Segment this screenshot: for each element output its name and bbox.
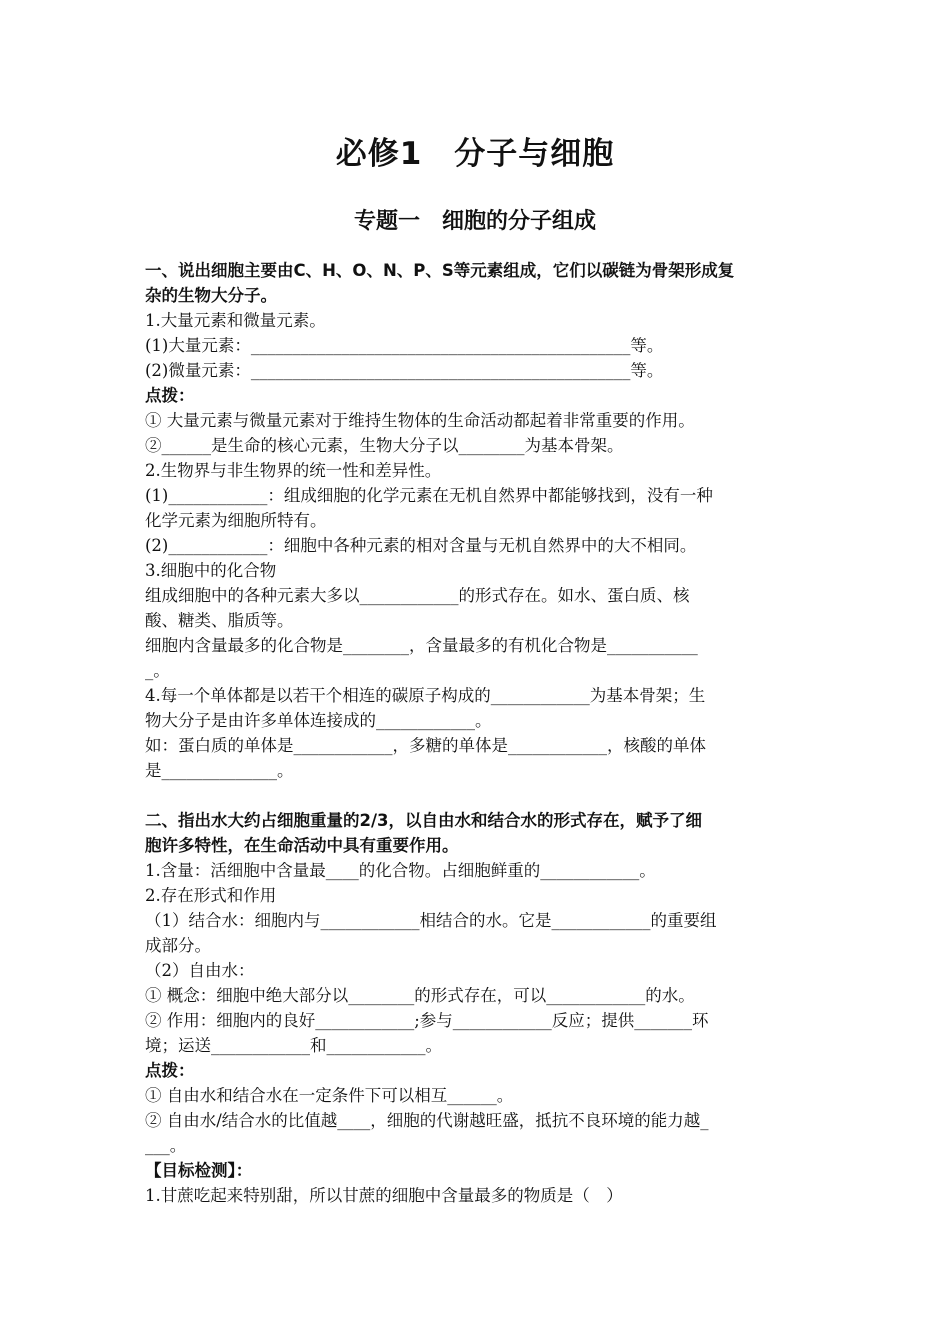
text-line: （1）结合水：细胞内与____________相结合的水。它是____________的重要组 [145, 911, 717, 930]
text-line: 细胞内含量最多的化合物是________，含量最多的有机化合物是___________ [145, 636, 698, 655]
text-line: 物大分子是由许多单体连接成的____________。 [145, 711, 492, 730]
text-line: ① 概念：细胞中绝大部分以________的形式存在，可以____________的水。 [145, 986, 695, 1005]
text-line: (2)____________：细胞中各种元素的相对含量与无机自然界中的大不相同。 [145, 536, 697, 555]
text-line: (2)微量元素：______________________________________________等。 [145, 361, 664, 380]
text-line: 境；运送____________和____________。 [145, 1036, 442, 1055]
text-line: ① 自由水和结合水在一定条件下可以相互______。 [145, 1086, 514, 1105]
text-line: 如：蛋白质的单体是____________，多糖的单体是____________，核酸的单体 [145, 736, 706, 755]
text-line: ① 大量元素与微量元素对于维持生物体的生命活动都起着非常重要的作用。 [145, 411, 695, 430]
text-line: ② 作用：细胞内的良好____________;参与____________反应；提供_______环 [145, 1011, 709, 1030]
page-subtitle: 专题一 细胞的分子组成 [353, 209, 596, 234]
text-line: 成部分。 [145, 936, 211, 955]
page-title: 必修1 分子与细胞 [335, 136, 615, 172]
text-line: 是______________。 [145, 761, 294, 780]
text-line: ② 自由水/结合水的比值越____，细胞的代谢越旺盛，抵抗不良环境的能力越_ [145, 1111, 709, 1130]
text-line: 杂的生物大分子。 [145, 286, 277, 305]
blank-line [145, 783, 810, 808]
text-line: 1.大量元素和微量元素。 [145, 311, 326, 330]
text-line: 2.生物界与非生物界的统一性和差异性。 [145, 461, 442, 480]
text-line: 3.细胞中的化合物 [145, 561, 277, 580]
text-line: （2）自由水： [145, 961, 255, 980]
text-line: 点拨： [145, 386, 195, 405]
document-body [145, 258, 810, 1208]
text-line: (1)大量元素：______________________________________________等。 [145, 336, 664, 355]
text-line: ②______是生命的核心元素，生物大分子以________为基本骨架。 [145, 436, 624, 455]
text-line: 组成细胞中的各种元素大多以____________的形式存在。如水、蛋白质、核 [145, 586, 690, 605]
text-line: 胞许多特性，在生命活动中具有重要作用。 [145, 836, 459, 855]
text-line: 酸、糖类、脂质等。 [145, 611, 294, 630]
text-line: 4.每一个单体都是以若干个相连的碳原子构成的____________为基本骨架；生 [145, 686, 706, 705]
text-line: 化学元素为细胞所特有。 [145, 511, 327, 530]
text-line: _。 [145, 661, 170, 680]
text-line: 1.含量：活细胞中含量最____的化合物。占细胞鲜重的____________。 [145, 861, 656, 880]
text-line: 点拨： [145, 1061, 195, 1080]
text-line: ___。 [145, 1136, 187, 1155]
text-line: 1.甘蔗吃起来特别甜，所以甘蔗的细胞中含量最多的物质是（ ） [145, 1186, 623, 1205]
text-line: 2.存在形式和作用 [145, 886, 277, 905]
text-line: 一、说出细胞主要由C、H、O、N、P、S等元素组成，它们以碳链为骨架形成复 [145, 261, 735, 280]
text-line: 【目标检测】： [145, 1161, 253, 1180]
text-line: 二、指出水大约占细胞重量的2/3，以自由水和结合水的形式存在，赋予了细 [145, 811, 702, 830]
text-line: (1)____________：组成细胞的化学元素在无机自然界中都能够找到，没有一种 [145, 486, 713, 505]
